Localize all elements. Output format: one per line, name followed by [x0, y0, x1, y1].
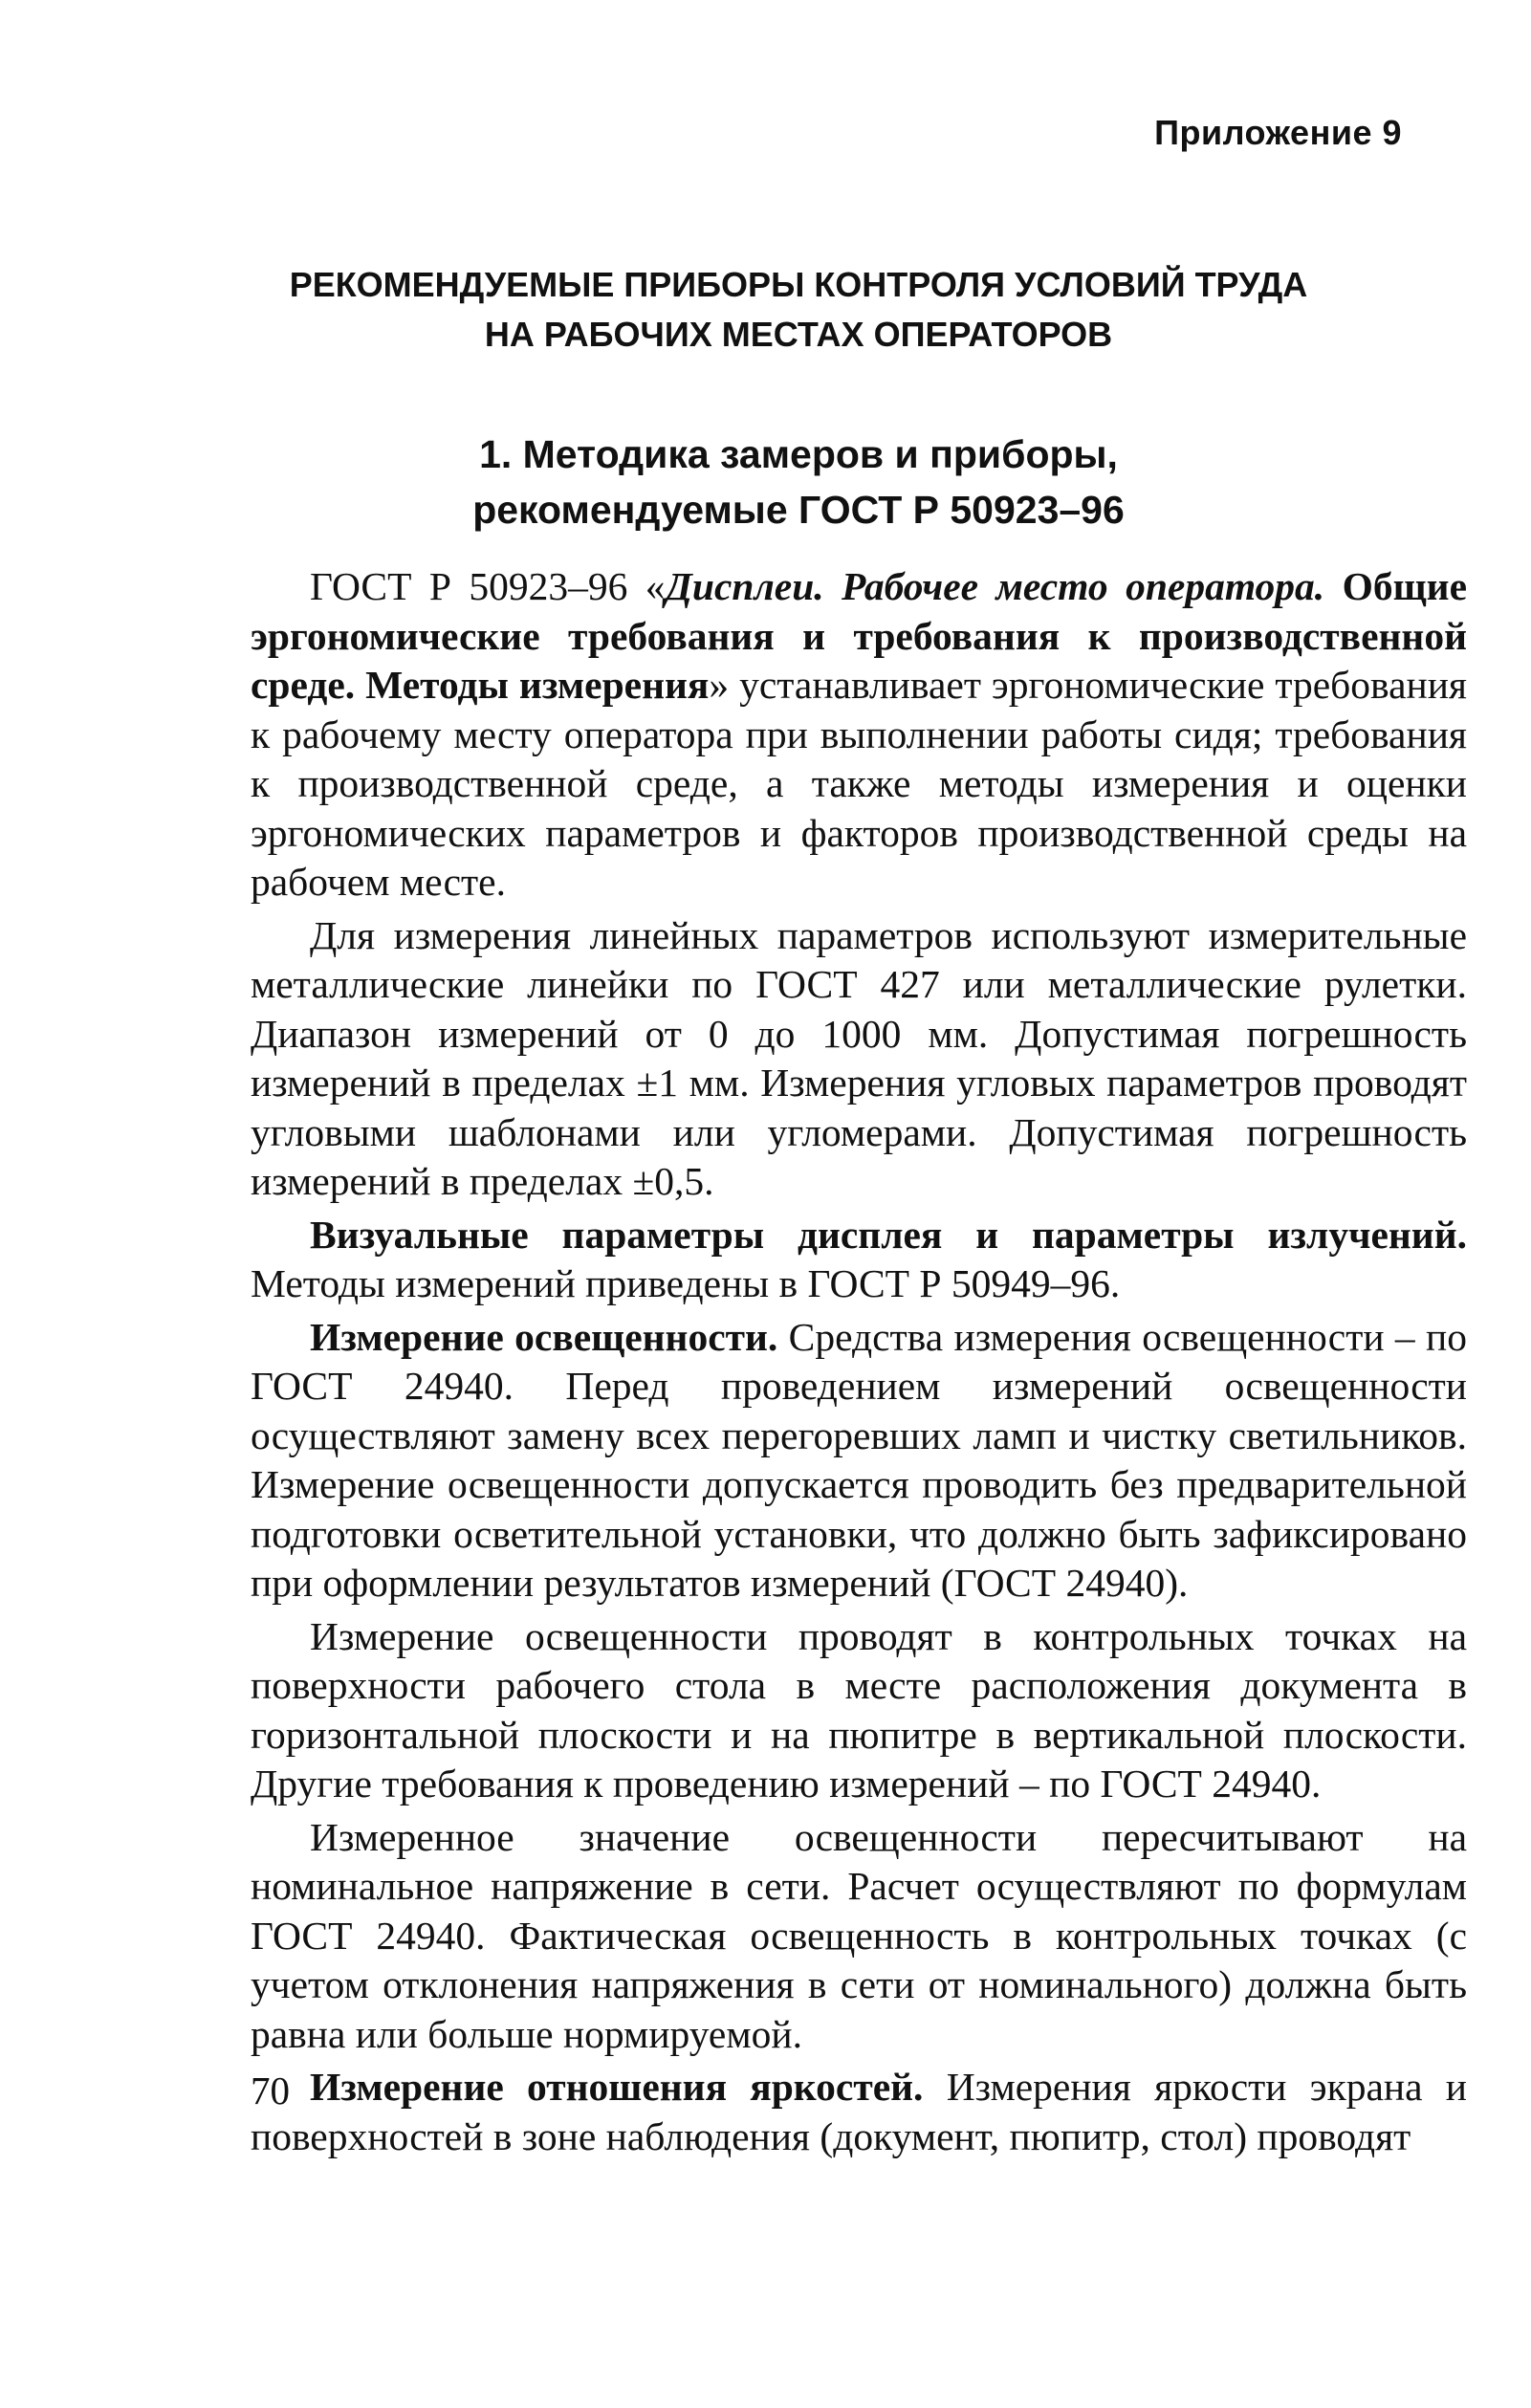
standard-title-rest: Общие эргономические требования и требования к производственной среде. Методы измерения	[251, 564, 1467, 707]
paragraph-brightness-ratio	[251, 2063, 1467, 2161]
section-heading-line-1: 1. Методика замеров и приборы,	[479, 432, 1118, 476]
page-number: 70	[251, 2069, 290, 2112]
section-heading	[249, 427, 1348, 537]
paragraph-linear-params: Для измерения линейных параметров используют измерительные металлические линейки по ГОСТ 427 или металлические рулетки. Диапазон измерений от 0 до 1000 мм. Допустимая погрешность измерений в пределах ±1 мм. Измерения угловых параметров проводят угловыми шаблонами или угломерами. Допустимая погрешность измерений в пределах ±0,5.	[251, 912, 1467, 1203]
standard-title-italic: Дисплеи. Рабочее место оператора.	[665, 564, 1325, 608]
paragraph-gost-intro	[251, 562, 1467, 908]
paragraph-text: » устанавливает эргономические требования к рабочему месту оператора при выполнении работы сидя; требования к производственной среде, а также методы измерения и оценки эргономических параметров и факторов производственной среды на рабочем месте.	[251, 663, 1468, 904]
page-title-line-1: РЕКОМЕНДУЕМЫЕ ПРИБОРЫ КОНТРОЛЯ УСЛОВИЙ ТРУДА	[289, 265, 1308, 304]
paragraph-control-points: Измерение освещенности проводят в контрольных точках на поверхности рабочего стола в месте расположения документа в горизонтальной плоскости и на пюпитре в вертикальной плоскости. Другие требования к проведению измерений – по ГОСТ 24940.	[251, 1613, 1467, 1806]
paragraph-lead: ГОСТ Р 50923–96 «	[310, 564, 666, 608]
paragraph-illuminance	[251, 1313, 1467, 1609]
paragraph-text: Измерения яркости экрана и поверхностей в зоне наблюдения (документ, пюпитр, стол) проводят	[251, 2065, 1467, 2158]
paragraph-text: Средства измерения освещенности – по ГОСТ 24940. Перед проведением измерений освещенности осуществляют замену всех перегоревших ламп и чистку светильников. Измерение освещенности допускается проводить без предварительной подготовки осветительной установки, что должно быть зафиксировано при оформлении результатов измерений (ГОСТ 24940).	[251, 1314, 1467, 1605]
paragraph-heading: Измерение освещенности.	[310, 1314, 778, 1359]
paragraph-visual-params	[251, 1211, 1467, 1309]
body-text	[251, 562, 1467, 2165]
page-title-line-2: НА РАБОЧИХ МЕСТАХ ОПЕРАТОРОВ	[484, 315, 1113, 354]
page-title	[239, 260, 1358, 360]
paragraph-text: Методы измерений приведены в ГОСТ Р 50949–96.	[251, 1261, 1121, 1305]
paragraph-heading: Измерение отношения яркостей.	[310, 2065, 924, 2109]
appendix-label: Приложение 9	[1154, 113, 1402, 152]
section-heading-line-2: рекомендуемые ГОСТ Р 50923–96	[472, 488, 1125, 532]
paragraph-recalculation: Измеренное значение освещенности пересчитывают на номинальное напряжение в сети. Расчет осуществляют по формулам ГОСТ 24940. Фактическая освещенность в контрольных точках (с учетом отклонения напряжения в сети от номинального) должна быть равна или больше нормируемой.	[251, 1814, 1467, 2056]
paragraph-heading: Визуальные параметры дисплея и параметры излучений.	[310, 1212, 1467, 1257]
